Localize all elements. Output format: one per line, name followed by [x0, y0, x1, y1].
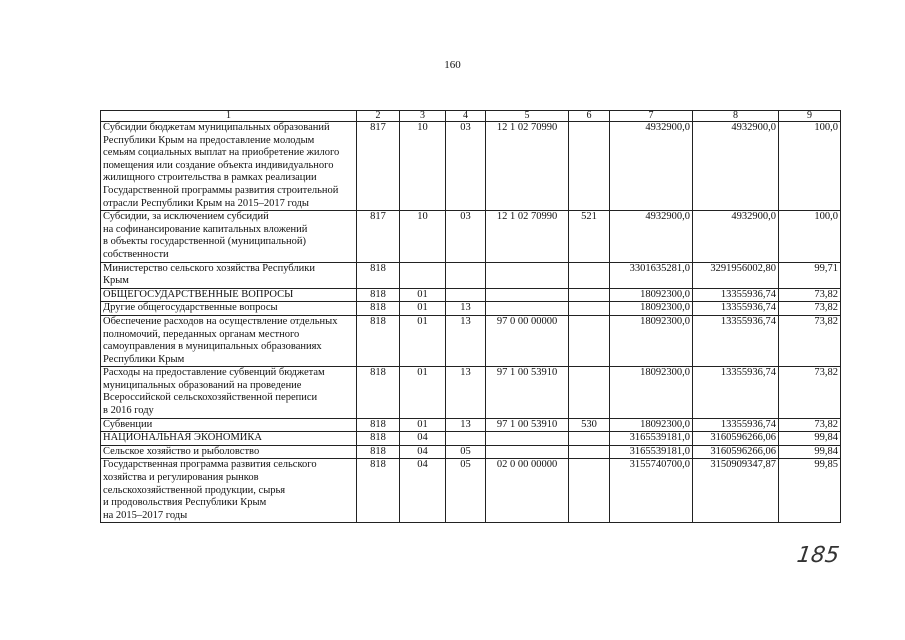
executed-amount-cell: 3291956002,80 — [693, 262, 779, 288]
row-name-line: Республики Крым — [103, 353, 185, 365]
section-cell: 04 — [400, 459, 446, 523]
planned-amount-cell: 18092300,0 — [610, 302, 693, 316]
percent-cell: 73,82 — [779, 418, 841, 432]
target-article-cell: 97 1 00 53910 — [486, 418, 569, 432]
row-name-cell — [101, 288, 357, 302]
header-row — [101, 111, 841, 122]
page-number: 160 — [444, 59, 461, 71]
row-name-cell — [101, 302, 357, 316]
admin-code-cell: 817 — [357, 122, 400, 211]
header-cell: 1 — [101, 111, 357, 122]
row-name-line: Субвенции — [103, 418, 153, 430]
planned-amount-cell: 3165539181,0 — [610, 445, 693, 459]
row-name-cell — [101, 432, 357, 446]
target-article-cell: 97 1 00 53910 — [486, 367, 569, 418]
row-name-cell — [101, 445, 357, 459]
row-name-line: Другие общегосударственные вопросы — [103, 302, 278, 314]
table-row — [101, 211, 841, 262]
subsection-cell: 05 — [446, 445, 486, 459]
table-row — [101, 315, 841, 366]
target-article-cell: 12 1 02 70990 — [486, 211, 569, 262]
planned-amount-cell: 3165539181,0 — [610, 432, 693, 446]
row-name-line: Всероссийской сельскохозяйственной переписи — [103, 392, 318, 404]
expense-type-cell — [569, 288, 610, 302]
section-cell: 10 — [400, 211, 446, 262]
planned-amount-cell: 4932900,0 — [610, 122, 693, 211]
percent-cell: 99,85 — [779, 459, 841, 523]
table-row — [101, 367, 841, 418]
expense-type-cell — [569, 367, 610, 418]
executed-amount-cell: 3160596266,06 — [693, 445, 779, 459]
row-name-line: муниципальных образований на проведение — [103, 379, 302, 391]
percent-cell: 99,71 — [779, 262, 841, 288]
table-row — [101, 418, 841, 432]
row-name-line: Государственной программы развития строительной — [103, 184, 339, 196]
target-article-cell — [486, 445, 569, 459]
admin-code-cell: 818 — [357, 459, 400, 523]
section-cell: 04 — [400, 445, 446, 459]
percent-cell: 73,82 — [779, 367, 841, 418]
subsection-cell: 03 — [446, 122, 486, 211]
target-article-cell — [486, 262, 569, 288]
row-name-line: на софинансирование капитальных вложений — [103, 223, 308, 235]
row-name-line: ОБЩЕГОСУДАРСТВЕННЫЕ ВОПРОСЫ — [103, 288, 294, 300]
planned-amount-cell: 3155740700,0 — [610, 459, 693, 523]
expense-type-cell — [569, 122, 610, 211]
table-row — [101, 288, 841, 302]
table-row — [101, 459, 841, 523]
expense-type-cell — [569, 432, 610, 446]
executed-amount-cell: 13355936,74 — [693, 302, 779, 316]
row-name-line: полномочий, переданных органам местного — [103, 328, 300, 340]
header-cell: 8 — [693, 111, 779, 122]
planned-amount-cell: 4932900,0 — [610, 211, 693, 262]
subsection-cell: 03 — [446, 211, 486, 262]
row-name-line: НАЦИОНАЛЬНАЯ ЭКОНОМИКА — [103, 432, 262, 444]
expense-type-cell: 530 — [569, 418, 610, 432]
expense-type-cell: 521 — [569, 211, 610, 262]
header-cell: 4 — [446, 111, 486, 122]
section-cell: 01 — [400, 315, 446, 366]
planned-amount-cell: 18092300,0 — [610, 418, 693, 432]
percent-cell: 100,0 — [779, 122, 841, 211]
admin-code-cell: 818 — [357, 288, 400, 302]
expense-type-cell — [569, 445, 610, 459]
row-name-cell — [101, 122, 357, 211]
row-name-line: сельскохозяйственной продукции, сырья — [103, 484, 286, 496]
percent-cell: 99,84 — [779, 432, 841, 446]
row-name-cell — [101, 211, 357, 262]
row-name-line: в 2016 году — [103, 405, 154, 417]
row-name-line: Республики Крым на предоставление молодым — [103, 134, 315, 146]
row-name-line: помещения или создание объекта индивидуального — [103, 159, 334, 171]
target-article-cell — [486, 288, 569, 302]
target-article-cell: 02 0 00 00000 — [486, 459, 569, 523]
executed-amount-cell: 4932900,0 — [693, 211, 779, 262]
header-cell: 2 — [357, 111, 400, 122]
header-cell: 7 — [610, 111, 693, 122]
row-name-cell — [101, 315, 357, 366]
subsection-cell: 13 — [446, 418, 486, 432]
row-name-line: самоуправления в муниципальных образованиях — [103, 341, 322, 353]
executed-amount-cell: 13355936,74 — [693, 367, 779, 418]
table-row — [101, 302, 841, 316]
row-name-line: Расходы на предоставление субвенций бюджетам — [103, 367, 325, 379]
row-name-line: Субсидии, за исключением субсидий — [103, 211, 269, 223]
admin-code-cell: 818 — [357, 367, 400, 418]
row-name-cell — [101, 262, 357, 288]
table-row — [101, 445, 841, 459]
percent-cell: 73,82 — [779, 302, 841, 316]
row-name-line: собственности — [103, 248, 169, 260]
executed-amount-cell: 13355936,74 — [693, 418, 779, 432]
header-cell: 3 — [400, 111, 446, 122]
section-cell: 10 — [400, 122, 446, 211]
row-name-line: Субсидии бюджетам муниципальных образований — [103, 122, 330, 133]
table-row — [101, 262, 841, 288]
row-name-line: семьям социальных выплат на приобретение жилого — [103, 147, 340, 159]
target-article-cell: 12 1 02 70990 — [486, 122, 569, 211]
row-name-line: хозяйства и регулирования рынков — [103, 472, 259, 484]
admin-code-cell: 818 — [357, 445, 400, 459]
subsection-cell: 13 — [446, 302, 486, 316]
executed-amount-cell: 4932900,0 — [693, 122, 779, 211]
section-cell — [400, 262, 446, 288]
header-cell: 6 — [569, 111, 610, 122]
row-name-cell — [101, 459, 357, 523]
row-name-line: на 2015–2017 годы — [103, 509, 188, 521]
planned-amount-cell: 18092300,0 — [610, 288, 693, 302]
row-name-line: Министерство сельского хозяйства Республики — [103, 262, 315, 274]
subsection-cell: 05 — [446, 459, 486, 523]
row-name-line: в объекты государственной (муниципальной) — [103, 236, 306, 248]
row-name-line: Крым — [103, 275, 129, 287]
admin-code-cell: 818 — [357, 302, 400, 316]
planned-amount-cell: 18092300,0 — [610, 367, 693, 418]
executed-amount-cell: 13355936,74 — [693, 288, 779, 302]
executed-amount-cell: 13355936,74 — [693, 315, 779, 366]
section-cell: 01 — [400, 302, 446, 316]
row-name-line: и продовольствия Республики Крым — [103, 497, 267, 509]
row-name-line: жилищного строительства в рамках реализации — [103, 172, 317, 184]
target-article-cell: 97 0 00 00000 — [486, 315, 569, 366]
expense-type-cell — [569, 315, 610, 366]
row-name-cell — [101, 367, 357, 418]
subsection-cell: 13 — [446, 315, 486, 366]
expense-type-cell — [569, 262, 610, 288]
executed-amount-cell: 3160596266,06 — [693, 432, 779, 446]
percent-cell: 73,82 — [779, 288, 841, 302]
subsection-cell: 13 — [446, 367, 486, 418]
row-name-line: Обеспечение расходов на осуществление отдельных — [103, 315, 338, 327]
handwritten-page-number: 185 — [795, 543, 841, 568]
percent-cell: 73,82 — [779, 315, 841, 366]
row-name-line: Сельское хозяйство и рыболовство — [103, 445, 260, 457]
row-name-line: отрасли Республики Крым на 2015–2017 годы — [103, 197, 309, 209]
admin-code-cell: 818 — [357, 418, 400, 432]
percent-cell: 100,0 — [779, 211, 841, 262]
header-cell: 5 — [486, 111, 569, 122]
section-cell: 01 — [400, 418, 446, 432]
header-cell: 9 — [779, 111, 841, 122]
row-name-line: Государственная программа развития сельского — [103, 459, 317, 471]
admin-code-cell: 818 — [357, 262, 400, 288]
table-row — [101, 432, 841, 446]
section-cell: 01 — [400, 288, 446, 302]
target-article-cell — [486, 302, 569, 316]
section-cell: 01 — [400, 367, 446, 418]
planned-amount-cell: 18092300,0 — [610, 315, 693, 366]
percent-cell: 99,84 — [779, 445, 841, 459]
admin-code-cell: 818 — [357, 315, 400, 366]
budget-table — [100, 110, 841, 523]
subsection-cell — [446, 288, 486, 302]
executed-amount-cell: 3150909347,87 — [693, 459, 779, 523]
planned-amount-cell: 3301635281,0 — [610, 262, 693, 288]
expense-type-cell — [569, 459, 610, 523]
subsection-cell — [446, 432, 486, 446]
expense-type-cell — [569, 302, 610, 316]
subsection-cell — [446, 262, 486, 288]
section-cell: 04 — [400, 432, 446, 446]
admin-code-cell: 817 — [357, 211, 400, 262]
table-row — [101, 122, 841, 211]
target-article-cell — [486, 432, 569, 446]
admin-code-cell: 818 — [357, 432, 400, 446]
row-name-cell — [101, 418, 357, 432]
